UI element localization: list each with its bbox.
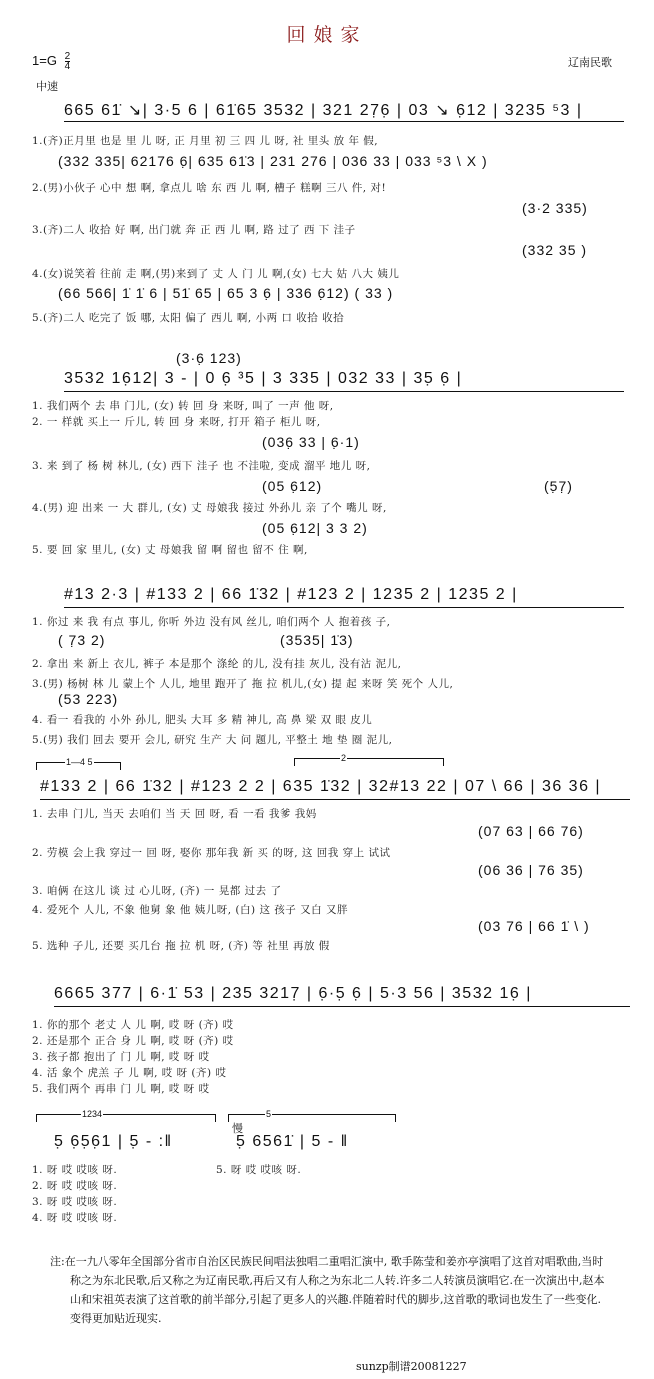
transcriber-credit: sunzp制谱20081227: [356, 1360, 467, 1373]
melody-system-3: #13 2·3 | #133 2 | 66 1̇32 | #123 2 | 1235 2 | 1235 2 |: [64, 586, 518, 603]
lyric-line: 1. 你过 来 我 有点 事儿, 你听 外边 没有风 丝儿, 咱们两个 人 抱着孩 子,: [32, 616, 391, 628]
lyric-line: 5. 要 回 家 里儿, (女) 丈 母娘我 留 啊 留也 留不 住 啊,: [32, 544, 308, 556]
interlude-line: (03 76 | 66 1̇ \ ): [478, 918, 590, 934]
lyric-line: 2. 一 样就 买上一 斤儿, 转 回 身 来呀, 打开 箱子 柜儿 呀,: [32, 416, 321, 428]
lyric-line: 5. 呀 哎 哎咳 呀.: [216, 1164, 302, 1176]
interlude-line: (53 223): [58, 691, 119, 707]
interlude-line: (3535| 1̇3): [280, 632, 354, 648]
lyric-line: 4.(男) 迎 出来 一 大 群儿, (女) 丈 母娘我 接过 外孙儿 亲 了个 嘴儿 呀,: [32, 502, 387, 514]
volta-bracket-1234: 1234: [36, 1114, 216, 1122]
melody-system-4: #133 2 | 66 1̇32 | #123 2 2 | 635 1̇32 | 32#13 22 | 07 \ 66 | 36 36 |: [40, 778, 602, 795]
lyric-line: 4. 呀 哎 哎咳 呀.: [32, 1212, 118, 1224]
melody-ending-1234: 5̣ 6̣5̣6̣1 | 5̣ - :‖: [54, 1133, 173, 1150]
interlude-line: (66 566| 1̇ 1̇ 6 | 51̇ 65 | 65 3 6̣ | 336 6̣12) ( 33 ): [58, 285, 394, 301]
beam-line: [64, 607, 624, 608]
lyric-line: 3.(男) 杨树 林 儿 蒙上个 人儿, 地里 跑开了 拖 拉 机儿,(女) 提 起 来呀 笑 死个 人儿,: [32, 678, 454, 690]
lyric-line: 3. 咱俩 在这儿 谈 过 心儿呀, (齐) 一 晃都 过去 了: [32, 885, 282, 897]
melody-system-2: 3532 16̣12| 3 - | 0 6̣ ³5 | 3 335 | 032 33 | 35̣ 6̣ |: [64, 370, 463, 387]
lyric-line: 2.(男)小伙子 心中 想 啊, 拿点儿 啥 东 西 儿 啊, 槽子 糕啊 三八 件, 对!: [32, 182, 387, 194]
lyric-line: 2. 呀 哎 哎咳 呀.: [32, 1180, 118, 1192]
lyric-line: 3. 孩子都 抱出了 门 儿 啊, 哎 呀 哎: [32, 1051, 210, 1063]
slow-marking: 慢: [232, 1122, 244, 1135]
beam-line: [64, 391, 624, 392]
interlude-line: (07 63 | 66 76): [478, 823, 584, 839]
interlude-line: (5̣7̣): [544, 478, 573, 494]
song-title: 回娘家: [286, 24, 368, 46]
lyric-line: 5. 我们两个 再串 门 儿 啊, 哎 呀 哎: [32, 1083, 210, 1095]
volta-bracket-2: 2: [294, 758, 444, 766]
beam-line: [40, 799, 630, 800]
lyric-line: 3. 呀 哎 哎咳 呀.: [32, 1196, 118, 1208]
lyric-line: 1. 呀 哎 哎咳 呀.: [32, 1164, 118, 1176]
beam-line: [64, 121, 624, 122]
lyric-line: 4. 看一 看我的 小外 孙儿, 肥头 大耳 多 精 神儿, 高 鼻 梁 双 眼 皮儿: [32, 714, 373, 726]
lyric-line: 2. 拿出 来 新上 衣儿, 裤子 本是那个 涤纶 的儿, 没有挂 灰儿, 没有沾 泥儿,: [32, 658, 402, 670]
interlude-line: (3·6̣ 123): [176, 350, 242, 366]
interlude-line: (3·2 335): [522, 200, 588, 216]
beam-line: [54, 1006, 630, 1007]
lyric-line: 1. 你的那个 老丈 人 儿 啊, 哎 呀 (齐) 哎: [32, 1019, 234, 1031]
interlude-line: (05 6̣12| 3 3 2): [262, 520, 368, 536]
time-signature: [65, 52, 71, 71]
lyric-line: 3. 来 到了 杨 树 林儿, (女) 西下 洼子 也 不洼啦, 变成 溜平 地儿 呀,: [32, 460, 371, 472]
interlude-line: (036̣ 33 | 6̣·1): [262, 434, 360, 450]
time-sig-top: 2: [64, 51, 71, 62]
lyric-line: 5.(齐)二人 吃完了 饭 哪, 太阳 偏了 西儿 啊, 小两 口 收拾 收拾: [32, 312, 345, 324]
interlude-line: ( 7̣3 2): [58, 632, 106, 648]
interlude-line: (332 335| 62176 6̣| 635 61̇3 | 231 276 | 036 33 | 033 ⁵3 \ X ): [58, 153, 488, 169]
lyric-line: 1. 我们两个 去 串 门儿, (女) 转 回 身 来呀, 叫了 一声 他 呀,: [32, 400, 334, 412]
key-label: 1=G: [32, 52, 57, 68]
lyric-line: 2. 劳模 会上我 穿过一 回 呀, 娶你 那年我 新 买 的呀, 这 回我 穿上 试试: [32, 847, 391, 859]
tempo-marking: 中速: [36, 80, 58, 93]
lyric-line: 4.(女)说笑着 往前 走 啊,(男)来到了 丈 人 门 儿 啊,(女) 七大 姑 八大 姨儿: [32, 268, 400, 280]
lyric-line: 4. 爱死个 人儿, 不象 他舅 象 他 姨儿呀, (白) 这 孩子 又白 又胖: [32, 904, 348, 916]
interlude-line: (06 36 | 76 35): [478, 862, 584, 878]
lyric-line: 1.(齐)正月里 也是 里 儿 呀, 正 月里 初 三 四 儿 呀, 社 里头 放 年 假,: [32, 135, 379, 147]
lyric-line: 3.(齐)二人 收拾 好 啊, 出门就 奔 正 西 儿 啊, 路 过了 西 下 洼子: [32, 224, 356, 236]
melody-ending-5: 5̣ 6561̇ | 5 - ‖: [236, 1133, 349, 1150]
lyric-line: 4. 活 象个 虎羔 子 儿 啊, 哎 呀 (齐) 哎: [32, 1067, 227, 1079]
lyric-line: 5. 选种 子儿, 还要 买几台 拖 拉 机 呀, (齐) 等 社里 再放 假: [32, 940, 330, 952]
interlude-line: (332 35 ): [522, 242, 588, 258]
volta-bracket-1: 1—4 5: [36, 762, 121, 770]
melody-system-1: 665 61̇ ↘| 3·5 6 | 61̇65 3532 | 321 27̣6̣ | 03 ↘ 6̣12 | 3235 ⁵3 |: [64, 102, 583, 119]
lyric-line: 1. 去串 门儿, 当天 去咱们 当 天 回 呀, 看 一看 我爹 我妈: [32, 808, 317, 820]
lyric-line: 2. 还是那个 正合 身 儿 啊, 哎 呀 (齐) 哎: [32, 1035, 234, 1047]
song-origin: 辽南民歌: [568, 56, 612, 69]
lyric-line: 5.(男) 我们 回去 要开 会儿, 研究 生产 大 问 题儿, 平整土 地 垫 圈 泥儿,: [32, 734, 393, 746]
interlude-line: (05 6̣12): [262, 478, 323, 494]
melody-system-5: 6665 377 | 6·1̇ 53 | 235 3217̣ | 6̣·5̣ 6̣ | 5·3 56 | 3532 16̣ |: [54, 985, 532, 1002]
footnote-label: 注:: [50, 1255, 65, 1268]
footnote-text: 在一九八零年全国部分省市自治区民族民间唱法独唱二重唱汇演中, 歌手陈莹和姜亦亭演唱了这首对唱歌曲,当时称之为东北民歌,后又称之为辽南民歌,再后又有人称之为东北二人转.许多二人转演员演唱它.在一次演出中,赵本山和宋祖英表演了这首歌的前半部分,引起了更多人的兴趣.伴随着时代的脚步,这首歌的歌词也发生了一些变化.变得更加贴近现实.: [64, 1255, 605, 1325]
footnote: [50, 1252, 610, 1328]
time-sig-bottom: 4: [64, 61, 71, 72]
key-signature: [32, 52, 70, 71]
volta-bracket-5: 5: [228, 1114, 396, 1122]
